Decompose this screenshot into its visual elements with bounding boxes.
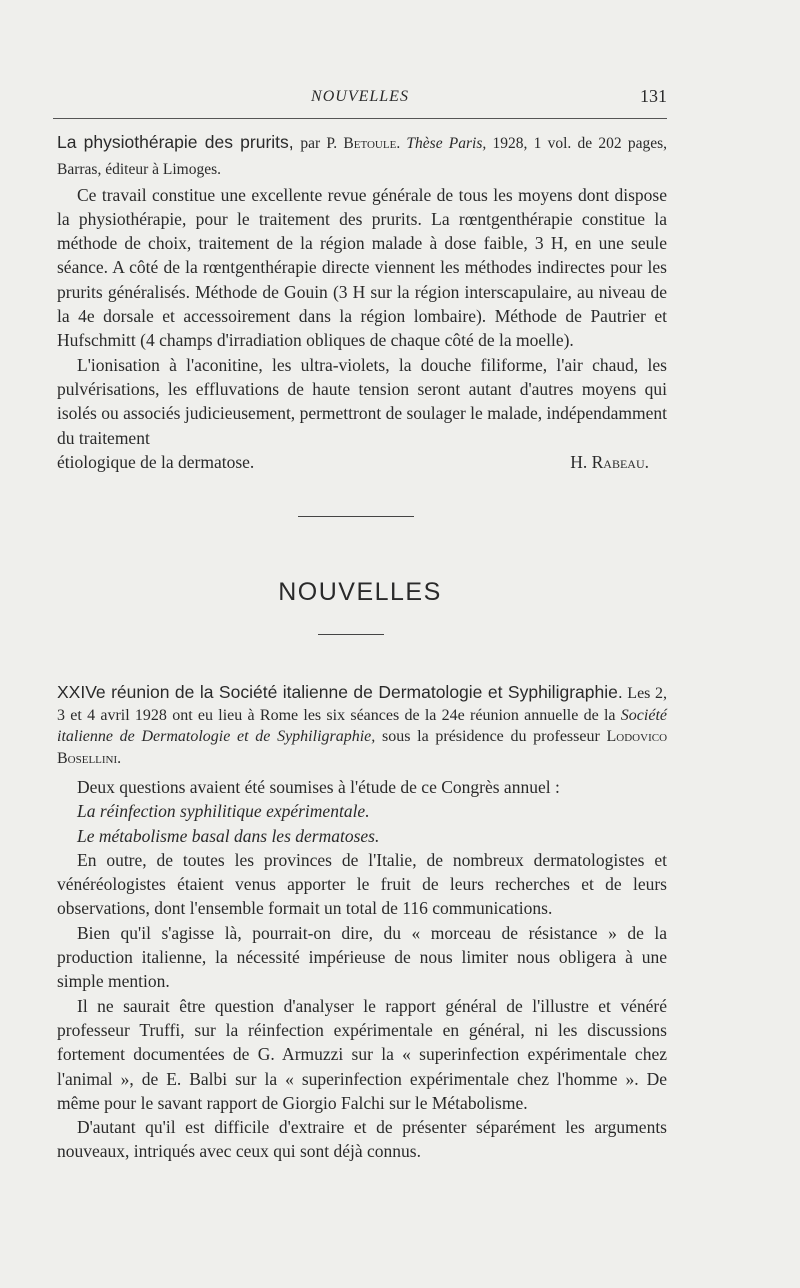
news-paragraph-5: D'autant qu'il est difficile d'extraire et de présenter séparément les arguments nouveaux, intriqués avec ceux qui sont déjà connus. — [57, 1117, 667, 1162]
page-number: 131 — [640, 86, 667, 106]
news-paragraph-4: Il ne saurait être question d'analyser le rapport général de l'illustre et vénéré professeur Truffi, sur la réinfection expérimentale en général, ni les discussions fortement documentées de G. Armuzzi sur la « superinfection expérimentale chez l'animal », de E. Balbi sur la « superinfection expérimentale chez l'homme ». De même pour le savant rapport de Giorgio Falchi sur le Métabolisme. — [57, 995, 667, 1113]
news-president: Lodovico Bosellini. — [57, 728, 668, 767]
review-paragraph-2: L'ionisation à l'aconitine, les ultra-violets, la douche filiforme, l'air chaud, les pulvérisations, les effluvations de haute tension seront autant d'autres moyens qui isolés ou associés judicieusement, permettront de soulager le malade, indépendamment du traitement — [57, 354, 667, 448]
header-rule — [53, 118, 667, 119]
news-item — [57, 682, 667, 1164]
question-1: La réinfection syphilitique expérimentale. — [77, 801, 370, 822]
news-intro-b: sous la présidence du professeur — [375, 728, 607, 745]
news-paragraph-1: Deux questions avaient été soumises à l'étude de ce Congrès annuel : — [77, 777, 560, 797]
review-paragraph-1: Ce travail constitue une excellente revue générale de tous les moyens dont dispose la physiothérapie, pour le traitement des prurits. La rœntgenthérapie constitue la méthode de choix, traitement de la région malade à dose faible, 3 H, en une seule séance. A côté de la rœntgenthérapie directe viennent les méthodes indirectes pour les prurits généralisés. Méthode de Gouin (3 H sur la région interscapulaire, au niveau de la 4e dorsale et accessoirement dans la région lombaire). Méthode de Pautrier et Hufschmitt (4 champs d'irradiation obliques de chaque côté de la moelle). — [57, 184, 667, 351]
review-title: La physiothérapie des prurits, — [57, 132, 294, 152]
question-2: Le métabolisme basal dans les dermatoses. — [77, 825, 380, 846]
news-paragraph-3: Bien qu'il s'agisse là, pourrait-on dire, du « morceau de résistance » de la production italienne, la nécessité impérieuse de nous limiter nous obligera à une simple mention. — [57, 922, 667, 992]
review-thesis: Thèse Paris, — [406, 135, 487, 152]
news-society: Société italienne de Dermatologie et de Syphiligraphie, — [57, 706, 667, 745]
running-title: NOUVELLES — [311, 88, 409, 105]
review-author: Betoule — [343, 135, 397, 152]
news-intro-a: Les 2, 3 et 4 avril 1928 ont eu lieu à Rome les six séances de la 24e réunion annuelle de la — [57, 685, 667, 724]
review-paragraph-2-end: étiologique de la dermatose. — [57, 451, 255, 472]
news-body — [57, 775, 667, 1164]
section-title-rule — [318, 634, 384, 635]
section-title: NOUVELLES — [278, 578, 442, 606]
review-heading: La physiothérapie des prurits, par P. Betoule. Thèse Paris, 1928, 1 vol. de 202 pages, Barras, éditeur à Limoges. — [57, 132, 668, 179]
review-publication: 1928, 1 vol. de 202 pages, Barras, éditeur à Limoges. — [57, 135, 668, 179]
book-review — [57, 130, 667, 474]
section-divider — [298, 516, 414, 517]
review-by: par P. — [300, 135, 344, 152]
running-header — [53, 86, 667, 110]
news-intro — [57, 682, 667, 769]
review-signature: H. Rabeau. — [570, 451, 649, 472]
news-paragraph-2: En outre, de toutes les provinces de l'Italie, de nombreux dermatologistes et vénéréologistes étaient venus apporter le fruit de leurs recherches et de leurs observations, dont l'ensemble formait un total de 116 communications. — [57, 849, 667, 919]
news-title: XXIVe réunion de la Société italienne de Dermatologie et Syphiligraphie. — [57, 682, 623, 702]
review-closing-line — [57, 450, 667, 474]
